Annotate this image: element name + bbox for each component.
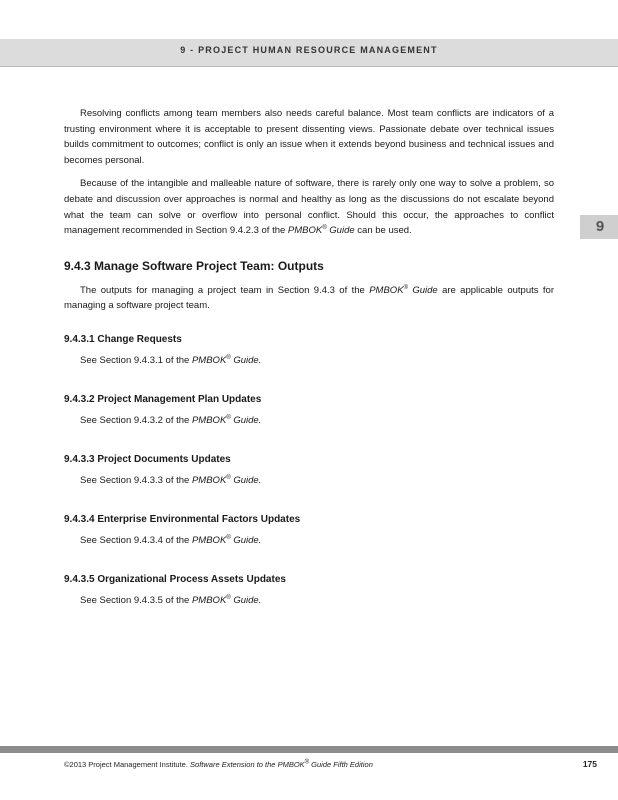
chapter-tab — [580, 215, 618, 239]
subsection-heading-eef-updates: 9.4.3.4 Enterprise Environmental Factors Updates — [64, 513, 301, 525]
guide-reference: PMBOK® Guide — [369, 284, 438, 296]
running-header-band — [0, 39, 618, 67]
guide-reference: PMBOK® Guide — [287, 225, 355, 237]
section-intro: The outputs for managing a project team in Section 9.4.3 of the PMBOK® Guide are applicable outputs for managing a software project team. — [64, 284, 554, 312]
subsection-reference: See Section 9.4.3.1 of the PMBOK® Guide. — [80, 354, 262, 366]
subsection-reference: See Section 9.4.3.4 of the PMBOK® Guide. — [80, 534, 262, 546]
subsection-reference: See Section 9.4.3.5 of the PMBOK® Guide. — [80, 594, 262, 606]
guide-reference: PMBOK® Guide. — [191, 414, 262, 426]
paragraph-conflict-balance: Resolving conflicts among team members also needs careful balance. Most team conflicts are indicators of a trusting environment where it is acceptable to present dissenting views. Passionate debate over technical issues builds commitment to outcomes; conflict is only an issue when it extends beyond business and technical issues and becomes personal. — [64, 108, 554, 166]
subsection-heading-documents-updates: 9.4.3.3 Project Documents Updates — [64, 453, 231, 465]
paragraph-text: Because of the intangible and malleable nature of software, there is rarely only one way to solve a problem, so debate and discussion over approaches is normal and healthy as long as the discussions do not escalate beyond what the team can solve or overflow into personal conflict. Should this occur, the approaches to conflict management recommended in Section 9.4.2.3 of the — [64, 178, 554, 237]
guide-reference: PMBOK® Guide. — [191, 534, 262, 546]
paragraph-text-end: can be used. — [354, 225, 412, 237]
guide-reference: PMBOK® Guide. — [191, 474, 262, 486]
subsection-reference: See Section 9.4.3.2 of the PMBOK® Guide. — [80, 414, 262, 426]
running-header-title: 9 - PROJECT HUMAN RESOURCE MANAGEMENT — [180, 45, 438, 55]
footer-book-title: Software Extension to the PMBOK® Guide Fifth Edition — [190, 759, 373, 769]
page-number: 175 — [582, 759, 597, 769]
paragraph-software-nature — [64, 176, 554, 238]
footer-band — [0, 746, 618, 753]
footer-copyright: ©2013 Project Management Institute. Software Extension to the PMBOK® Guide Fifth Edition — [64, 759, 373, 769]
guide-reference: PMBOK® Guide. — [191, 354, 262, 366]
subsection-heading-change-requests: 9.4.3.1 Change Requests — [64, 333, 182, 345]
subsection-heading-plan-updates: 9.4.3.2 Project Management Plan Updates — [64, 393, 262, 405]
chapter-tab-number: 9 — [595, 218, 605, 235]
guide-reference: PMBOK® Guide. — [191, 594, 262, 606]
subsection-reference: See Section 9.4.3.3 of the PMBOK® Guide. — [80, 474, 262, 486]
subsection-heading-opa-updates: 9.4.3.5 Organizational Process Assets Updates — [64, 573, 286, 585]
section-heading: 9.4.3 Manage Software Project Team: Outputs — [64, 258, 324, 273]
page-content — [64, 106, 554, 634]
